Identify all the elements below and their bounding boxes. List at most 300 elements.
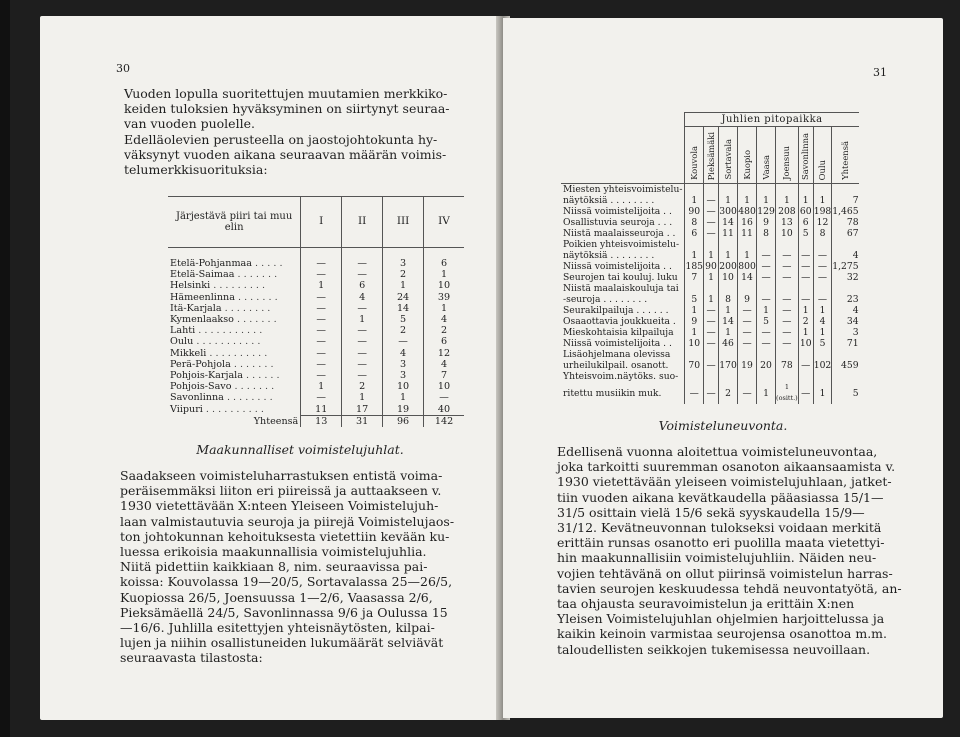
table-cell: 11 <box>719 228 738 239</box>
table-cell: — <box>757 261 776 272</box>
column-header: II <box>342 197 383 248</box>
table-cell: — <box>813 250 832 261</box>
column-header: IV <box>424 197 464 248</box>
table-cell: — <box>301 258 342 269</box>
column-header <box>685 127 704 184</box>
column-header-text: Pieksämäki <box>705 131 716 180</box>
total-cell: 96 <box>383 415 424 427</box>
table-cell: 300 <box>719 206 737 217</box>
table-cell: — <box>776 250 799 261</box>
row-label: Niissä voimistelijoita . . <box>563 338 672 349</box>
table-row <box>561 305 859 316</box>
table-cell: — <box>383 336 424 347</box>
total-cell: 31 <box>342 415 383 427</box>
right-page <box>503 18 943 718</box>
table-cell <box>776 184 799 196</box>
table-cell <box>719 283 738 294</box>
row-label <box>168 325 301 336</box>
text-line: keiden tuloksien hyväksyminen on siirtynyt seuraa- <box>124 101 450 117</box>
table-row <box>168 348 464 359</box>
table-cell: 4 <box>813 316 832 327</box>
text-line: taloudellisten seikkojen tukemisessa neuvoillaan. <box>557 641 871 657</box>
column-header-text: Joensuu <box>781 146 792 180</box>
table-cell: 1 <box>719 250 738 261</box>
table-cell: — <box>704 217 719 228</box>
table-cell <box>813 371 832 382</box>
table-cell: 32 <box>832 272 859 283</box>
festival-statistics-table <box>561 112 859 404</box>
table-cell <box>685 239 704 250</box>
leader-dots: . . . . . . . . . . <box>206 347 268 359</box>
section-heading: Maakunnalliset voimistelujuhlat. <box>196 442 404 457</box>
total-label: Yhteensä <box>253 415 299 427</box>
leader-dots: . . . . . . . <box>233 314 277 326</box>
table-cell: 14 <box>719 316 738 327</box>
table-cell: 3 <box>832 327 859 338</box>
table-cell: 9 <box>685 316 704 327</box>
table-row <box>561 316 859 327</box>
table-cell <box>738 371 757 382</box>
table-row <box>561 217 859 228</box>
row-label: urheilukilpail. osanott. <box>563 360 669 371</box>
table-cell: — <box>342 336 383 347</box>
row-label-text: Itä-Karjala <box>170 302 222 314</box>
table-cell <box>719 349 738 360</box>
table-cell: — <box>813 261 832 272</box>
table-cell: 208 <box>776 206 799 217</box>
table-row <box>561 371 859 382</box>
table-cell: 10 <box>776 228 799 239</box>
book-spine-edge <box>0 0 10 737</box>
table-cell <box>832 371 859 382</box>
table-cell: 1 <box>383 280 424 291</box>
table-cell: 1 <box>813 195 832 206</box>
table-cell <box>685 184 704 196</box>
table-cell: — <box>757 338 776 349</box>
row-label: Seurakilpailuja . . . . . . <box>563 305 669 316</box>
table-cell: 1 <box>383 392 424 403</box>
table-cell: 5 <box>813 338 832 349</box>
table-cell: 7 <box>424 370 464 381</box>
text-line: erittäin runsas osanotto eri puolilla maata vietettyi- <box>557 535 885 551</box>
table-cell: — <box>704 206 719 217</box>
table-cell: 4 <box>383 348 424 359</box>
leader-dots: . . . . . . . . . . <box>202 403 264 415</box>
text-line: telumerkkisuorituksia: <box>124 162 268 178</box>
table-cell <box>832 349 859 360</box>
text-line: ton johtokunnan kehoituksesta vietettiin kevään ku- <box>120 528 450 544</box>
table-cell <box>757 184 776 196</box>
table-cell: 67 <box>832 228 859 239</box>
table-cell: 1,465 <box>832 206 859 217</box>
table-cell: 10 <box>424 381 464 392</box>
table-row <box>168 325 464 336</box>
table-cell: 1 <box>757 195 776 206</box>
table-cell: — <box>342 269 383 280</box>
row-label-text: Etelä-Saimaa <box>170 269 235 281</box>
text-line: laan valmistautuvia seuroja ja piirejä Voimistelujaos- <box>120 513 455 529</box>
table-cell: — <box>704 338 719 349</box>
column-header <box>776 127 799 184</box>
table-cell: 1 <box>342 314 383 325</box>
table-cell: 1 <box>738 195 757 206</box>
table-cell <box>798 283 813 294</box>
group-header: Juhlien pitopaikka <box>685 113 859 127</box>
table-cell: 4 <box>424 359 464 370</box>
table-cell <box>813 283 832 294</box>
column-header-text: Vaasa <box>760 155 771 180</box>
row-label <box>168 359 301 370</box>
row-label <box>168 348 301 359</box>
text-line: luessa erikoisia maakunnallisia voimistelujuhlia. <box>120 544 427 560</box>
text-line: 31/5 osittain vielä 15/6 sekä syyskaudella 15/9— <box>557 504 865 520</box>
table-cell: — <box>798 294 813 305</box>
table-cell: 1 <box>719 305 738 316</box>
table-cell: 34 <box>832 316 859 327</box>
table-cell: 10 <box>799 338 812 349</box>
table-cell: 13 <box>776 217 799 228</box>
text-line: taa ohjausta seuravoimistelun ja erittäin X:nen <box>557 596 855 612</box>
table-cell: 459 <box>832 360 859 371</box>
table-cell: 480 <box>738 206 756 217</box>
row-label <box>168 292 301 303</box>
table-cell: 200 <box>719 261 737 272</box>
table-cell: 1 <box>342 392 383 403</box>
table-cell: 1 <box>704 272 719 283</box>
table-cell: 6 <box>685 228 704 239</box>
row-label <box>168 269 301 280</box>
table-cell: 19 <box>738 360 757 371</box>
row-label-text: Oulu <box>170 336 194 348</box>
table-cell: 3 <box>383 258 424 269</box>
left-page <box>40 16 500 720</box>
table-cell: 2 <box>383 269 424 280</box>
row-label: Lisäohjelmana olevissa <box>563 349 671 360</box>
table-cell: 78 <box>776 360 799 371</box>
column-header <box>757 127 776 184</box>
table-cell: — <box>301 303 342 314</box>
table-cell: 5 <box>383 314 424 325</box>
text-line: Vuoden lopulla suoritettujen muutamien merkkiko- <box>124 86 448 101</box>
table-row <box>561 250 859 261</box>
body-paragraph <box>557 444 917 657</box>
row-label-text: Pohjois-Karjala <box>170 370 243 382</box>
table-row <box>168 303 464 314</box>
text-line: 1930 vietettävään yleiseen voimistelujuhlaan, jatket- <box>557 474 892 490</box>
table-cell: 4 <box>832 250 859 261</box>
table-cell: — <box>704 228 719 239</box>
table-cell: 24 <box>383 292 424 303</box>
table-cell: 12 <box>424 348 464 359</box>
table-cell <box>685 371 704 382</box>
text-line: Saadakseen voimisteluharrastuksen entistä voima- <box>120 468 443 483</box>
table-cell: 1 <box>738 250 757 261</box>
table-cell: — <box>301 359 342 370</box>
table-cell: 10 <box>685 338 704 349</box>
table-row <box>168 314 464 325</box>
leader-dots: . . . . . . <box>242 370 280 382</box>
table-cell: 70 <box>685 360 704 371</box>
table-cell: 170 <box>719 360 737 371</box>
table-cell: 1 <box>424 269 464 280</box>
table-cell: 11 <box>738 228 757 239</box>
table-cell: — <box>776 327 799 338</box>
table-cell <box>704 184 719 196</box>
table-cell: — <box>776 294 799 305</box>
table-cell: — <box>685 382 704 404</box>
row-label: Mieskohtaisia kilpailuja <box>563 327 674 338</box>
page-number: 30 <box>116 62 130 75</box>
text-line: joka tarkoitti suuremman osanoton aikaansaamista v. <box>557 459 896 475</box>
table-cell: 3 <box>383 370 424 381</box>
table-cell: — <box>342 303 383 314</box>
table-cell: 46 <box>719 338 738 349</box>
table-cell: — <box>704 305 719 316</box>
table-cell: — <box>798 261 813 272</box>
table-row <box>168 336 464 347</box>
table-cell <box>719 239 738 250</box>
table-cell: — <box>424 392 464 403</box>
table-cell: — <box>301 314 342 325</box>
table-cell: 800 <box>738 261 756 272</box>
text-line: koissa: Kouvolassa 19—20/5, Sortavalassa 25—26/5, <box>120 574 453 590</box>
table-row <box>561 360 859 371</box>
table-cell: 8 <box>813 228 832 239</box>
text-line: 31/12. Kevätneuvonnan tulokseksi voidaan merkitä <box>557 520 882 536</box>
text-line: van vuoden puolelle. <box>124 116 255 132</box>
table-cell: 3 <box>383 359 424 370</box>
table-cell: 1 <box>798 305 813 316</box>
table-cell: 1,275 <box>832 261 859 272</box>
table-cell <box>813 349 832 360</box>
table-cell: 60 <box>799 206 812 217</box>
table-cell: — <box>301 348 342 359</box>
table-row <box>561 349 859 360</box>
row-label-text: Lahti <box>170 325 196 337</box>
table-cell: 5 <box>832 382 859 404</box>
leader-dots: . . . . . . . . <box>223 392 273 404</box>
table-cell: 23 <box>832 294 859 305</box>
table-cell <box>738 184 757 196</box>
total-cell: 13 <box>301 415 342 427</box>
table-row <box>168 381 464 392</box>
table-header-label: Järjestävä piiri tai muu elin <box>168 197 301 248</box>
table-cell: 78 <box>832 217 859 228</box>
table-cell: 90 <box>685 206 704 217</box>
row-label <box>168 336 301 347</box>
table-row <box>561 272 859 283</box>
table-cell: 2 <box>383 325 424 336</box>
table-cell <box>685 349 704 360</box>
row-label: näytöksiä . . . . . . . . <box>563 195 655 206</box>
row-label-text: Savonlinna <box>170 392 224 404</box>
row-label: Osallistuvia seuroja . . . <box>563 217 673 228</box>
table-row <box>168 258 464 269</box>
row-label-text: Pohjois-Savo <box>170 381 232 393</box>
table-cell: — <box>301 269 342 280</box>
table-cell: 5 <box>685 294 704 305</box>
table-cell: 1 <box>757 305 776 316</box>
table-cell: 10 <box>719 272 738 283</box>
table-cell: 1 <box>301 381 342 392</box>
column-header-text: Kuopio <box>741 150 752 180</box>
table-cell: — <box>798 272 813 283</box>
row-label-text: Viipuri <box>170 403 203 415</box>
table-cell: 4 <box>832 305 859 316</box>
table-cell <box>776 239 799 250</box>
table-cell: 1 <box>704 294 719 305</box>
text-line: Niitä pidettiin kaikkiaan 8, nim. seuraavissa pai- <box>120 559 428 575</box>
table-cell: 17 <box>342 404 383 416</box>
table-cell: 1 <box>685 327 704 338</box>
table-cell: — <box>776 261 799 272</box>
table-cell: 6 <box>424 258 464 269</box>
table-cell <box>798 349 813 360</box>
table-cell: — <box>342 348 383 359</box>
table-cell: 9 <box>738 294 757 305</box>
row-label <box>168 303 301 314</box>
table-cell: 4 <box>424 314 464 325</box>
text-line: tiin vuoden aikana kevätkaudella pääasiassa 15/1— <box>557 489 884 505</box>
table-cell: — <box>301 392 342 403</box>
table-cell: 8 <box>757 228 776 239</box>
column-header <box>719 127 738 184</box>
text-line: Yleisen Voimistelujuhlan ohjelmien harjoittelussa ja <box>557 611 885 627</box>
table-cell: 102 <box>813 360 832 371</box>
text-line: lujen ja niihin osallistuneiden lukumäärät selviävät <box>120 635 444 651</box>
row-label-text: Helsinki <box>170 280 211 292</box>
leader-dots: . . . . . . . <box>234 269 278 281</box>
table-cell: — <box>342 370 383 381</box>
text-line: Edellisenä vuonna aloitettua voimisteluneuvontaa, <box>557 444 878 459</box>
text-line: Kuopiossa 26/5, Joensuussa 1—2/6, Vaasassa 2/6, <box>120 589 433 605</box>
table-cell: 2 <box>342 381 383 392</box>
table-cell: 6 <box>798 217 813 228</box>
table-cell: — <box>757 294 776 305</box>
table-cell: — <box>704 382 719 404</box>
table-cell: — <box>738 338 757 349</box>
table-cell: 8 <box>719 294 738 305</box>
table-cell: 1 <box>776 195 799 206</box>
leader-dots: . . . . . . . <box>231 381 275 393</box>
row-label-text: Etelä-Pohjanmaa <box>170 258 252 269</box>
table-cell: — <box>776 316 799 327</box>
table-cell <box>798 371 813 382</box>
table-row <box>561 206 859 217</box>
table-cell: 1 <box>424 303 464 314</box>
column-header-text: Savonlinna <box>800 132 811 180</box>
table-cell: — <box>798 382 813 404</box>
table-cell: — <box>704 360 719 371</box>
row-label: Niissä voimistelijoita . . <box>563 206 672 217</box>
table-cell: 14 <box>383 303 424 314</box>
table-row <box>168 292 464 303</box>
table-cell: 1 <box>813 305 832 316</box>
text-line: kaikin keinoin varmistaa seurojensa osanottoa m.m. <box>557 626 887 642</box>
leader-dots: . . . . . . . <box>234 291 278 303</box>
table-cell: 14 <box>738 272 757 283</box>
total-cell: 142 <box>424 415 464 427</box>
table-cell: 9 <box>757 217 776 228</box>
table-cell: — <box>301 370 342 381</box>
table-cell: 2 <box>798 316 813 327</box>
table-cell <box>832 184 859 196</box>
column-header: III <box>383 197 424 248</box>
table-row <box>168 280 464 291</box>
table-cell: — <box>738 305 757 316</box>
text-line: vojien tehtävänä on ollut piirinsä voimistelun harras- <box>557 565 893 581</box>
row-label: Poikien yhteisvoimistelu- <box>563 239 680 250</box>
table-cell: — <box>776 305 799 316</box>
text-line: tavien seurojen keskuudessa tehdä neuvontatyötä, an- <box>557 580 902 596</box>
table-row <box>561 228 859 239</box>
table-cell: 19 <box>383 404 424 416</box>
table-cell: 8 <box>685 217 704 228</box>
table-cell <box>798 184 813 196</box>
row-label <box>168 370 301 381</box>
table-cell: — <box>738 382 757 404</box>
table-cell: 6 <box>342 280 383 291</box>
row-label: ritettu musiikin muk. <box>563 387 662 399</box>
row-label: Miesten yhteisvoimistelu- <box>563 184 683 195</box>
row-label: -seuroja . . . . . . . . <box>563 294 648 305</box>
table-cell <box>813 184 832 196</box>
table-cell <box>757 349 776 360</box>
table-cell: 7 <box>832 195 859 206</box>
leader-dots: . . . . . . . . . . . <box>193 336 261 348</box>
table-cell: — <box>738 327 757 338</box>
table-row <box>561 382 859 404</box>
table-cell: — <box>757 327 776 338</box>
column-header <box>813 127 832 184</box>
row-label: Seurojen tai kouluj. luku <box>563 272 678 283</box>
leader-dots: . . . . . . . . <box>221 302 271 314</box>
table-cell: — <box>813 272 832 283</box>
table-cell <box>738 239 757 250</box>
column-header <box>798 127 813 184</box>
table-cell <box>832 283 859 294</box>
row-label <box>168 404 301 416</box>
row-label: Niistä maalaiskouluja tai <box>563 283 679 294</box>
table-cell <box>704 371 719 382</box>
table-cell: 1 <box>757 382 776 404</box>
table-cell <box>757 283 776 294</box>
table-cell <box>704 283 719 294</box>
table-cell: 2 <box>424 325 464 336</box>
column-header <box>832 127 859 184</box>
table-cell: 39 <box>424 292 464 303</box>
table-cell: — <box>342 359 383 370</box>
table-row <box>168 359 464 370</box>
intro-paragraph <box>124 86 474 177</box>
table-row <box>561 338 859 349</box>
row-label-text: Mikkeli <box>170 347 207 359</box>
badge-results-table <box>168 196 464 427</box>
row-label-text: Hämeenlinna <box>170 291 235 303</box>
table-cell <box>776 349 799 360</box>
table-row <box>561 184 859 196</box>
table-cell: 1 <box>719 327 738 338</box>
table-cell: 1 <box>798 327 813 338</box>
table-cell: 5 <box>798 228 813 239</box>
table-cell: — <box>757 250 776 261</box>
table-cell: — <box>342 325 383 336</box>
table-cell: 1 <box>685 195 704 206</box>
table-cell: 14 <box>719 217 738 228</box>
table-row <box>168 269 464 280</box>
table-cell: 1 <box>813 327 832 338</box>
table-cell: 1 (ositt.) <box>776 383 798 402</box>
